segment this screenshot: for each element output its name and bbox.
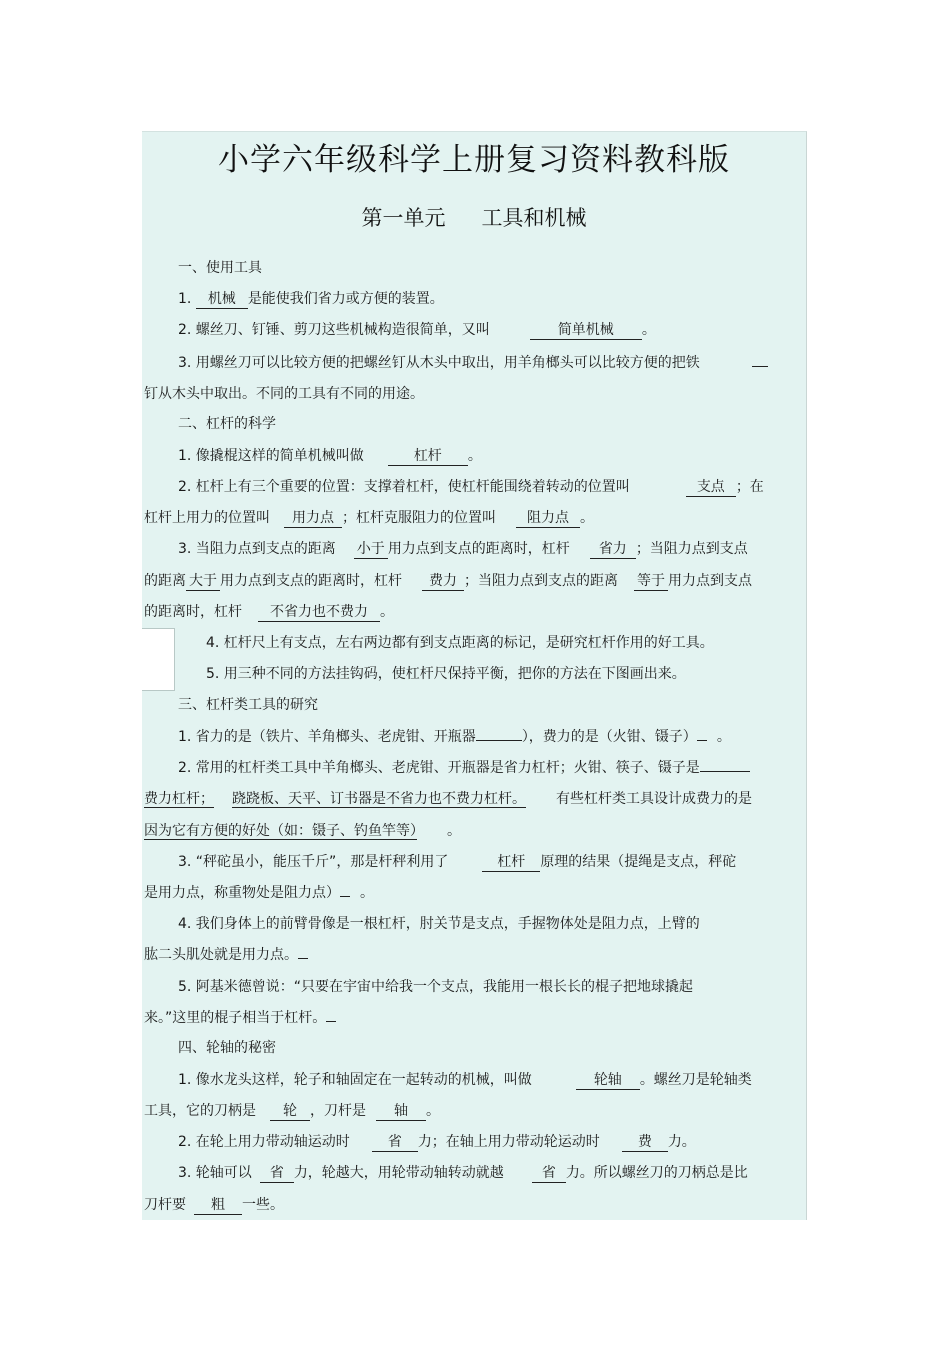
answer-blank: 省 xyxy=(532,1164,566,1183)
question-line: 3. 当阻力点到支点的距离 小于 用力点到支点的距离时，杠杆 省力 ；当阻力点到支点 xyxy=(178,541,748,557)
answer-blank: 杠杆 xyxy=(482,853,540,872)
question-line: 1. 像水龙头这样，轮子和轴固定在一起转动的机械，叫做 轮轴 。螺丝刀是轮轴类 xyxy=(178,1072,752,1088)
question-line: 2. 常用的杠杆类工具中羊角榔头、老虎钳、开瓶器是省力杠杆；火钳、筷子、镊子是 xyxy=(144,758,838,778)
answer-blank: 费 xyxy=(622,1133,668,1152)
answer-blank: 机械 xyxy=(196,290,248,309)
question-line: 3. 用螺丝刀可以比较方便的把螺丝钉从木头中取出，用羊角榔头可以比较方便的把铁 xyxy=(144,353,838,373)
answer-blank xyxy=(298,958,308,959)
answer-blank: 支点 xyxy=(686,478,736,497)
answer-blank: 杠杆 xyxy=(388,447,468,466)
answer-blank: 省 xyxy=(260,1164,294,1183)
answer-blank: 费力 xyxy=(422,572,464,591)
question-line: 的距离 大于 用力点到支点的距离时，杠杆 费力 ；当阻力点到支点的距离 等于 用力点到支点 xyxy=(144,573,752,589)
section-heading-wheel-axle: 四、轮轴的秘密 xyxy=(178,1040,276,1056)
question-line: 4. 杠杆尺上有支点，左右两边都有到支点距离的标记，是研究杠杆作用的好工具。 xyxy=(206,635,714,651)
question-line: 费力杠杆； 跷跷板、天平、订书器是不省力也不费力杠杆。 有些杠杆类工具设计成费力的是 xyxy=(144,791,752,807)
answer-blank xyxy=(326,1021,336,1022)
answer-blank: 小于 xyxy=(354,540,388,559)
question-line: 2. 在轮上用力带动轴运动时 省 力；在轴上用力带动轮运动时 费 力。 xyxy=(178,1134,696,1150)
answer-blank xyxy=(700,771,750,772)
question-line: 5. 阿基米德曾说：“只要在宇宙中给我一个支点，我能用一根长长的棍子把地球撬起 xyxy=(178,979,694,995)
answer-blank xyxy=(752,366,768,367)
answer-blank: 粗 xyxy=(194,1196,242,1215)
question-line: 钉从木头中取出。不同的工具有不同的用途。 xyxy=(144,386,424,402)
answer-blank: 等于 xyxy=(634,572,668,591)
answer-blank: 轴 xyxy=(376,1102,426,1121)
answer-blank xyxy=(476,740,522,741)
question-line: 1. 像撬棍这样的简单机械叫做 杠杆 。 xyxy=(178,448,482,464)
question-line: 刀杆要 粗 一些。 xyxy=(144,1197,284,1213)
question-line: 4. 我们身体上的前臂骨像是一根杠杆，肘关节是支点，手握物体处是阻力点，上臂的 xyxy=(178,916,700,932)
answer-blank xyxy=(697,740,707,741)
section-heading-lever: 二、杠杆的科学 xyxy=(178,416,276,432)
answer-blank: 简单机械 xyxy=(530,321,642,340)
page-title: 小学六年级科学上册复习资料教科版 xyxy=(218,142,730,178)
answer-blank: 阻力点 xyxy=(516,509,580,528)
answer-blank: 大于 xyxy=(186,572,220,591)
answer-blank: 用力点 xyxy=(284,509,342,528)
question-line: 工具，它的刀柄是 轮 ，刀杆是 轴 。 xyxy=(144,1103,440,1119)
question-line: 2. 螺丝刀、钉锤、剪刀这些机械构造很简单，又叫 简单机械 。 xyxy=(178,322,656,338)
answer-blank: 省力 xyxy=(590,540,636,559)
section-heading-lever-tools: 三、杠杆类工具的研究 xyxy=(178,697,318,713)
answer-blank xyxy=(340,896,350,897)
unit-heading: 第一单元 工具和机械 xyxy=(361,206,587,230)
question-line: 2. 杠杆上有三个重要的位置：支撑着杠杆，使杠杆能围绕着转动的位置叫 支点 ；在 xyxy=(178,479,764,495)
question-line: 因为它有方便的好处（如：镊子、钓鱼竿等） 。 xyxy=(144,823,461,839)
question-line: 1. 省力的是（铁片、羊角榔头、老虎钳、开瓶器 ），费力的是（火钳、镊子） 。 xyxy=(178,729,731,745)
answer-blank: 省 xyxy=(372,1133,418,1152)
question-line: 杠杆上用力的位置叫 用力点 ；杠杆克服阻力的位置叫 阻力点 。 xyxy=(144,510,594,526)
question-line: 3. 轮轴可以 省 力，轮越大，用轮带动轴转动就越 省 力。所以螺丝刀的刀柄总是比 xyxy=(178,1165,748,1181)
question-line: 1. 机械 是能使我们省力或方便的装置。 xyxy=(178,291,444,307)
answer-blank: 不省力也不费力 xyxy=(258,603,380,622)
question-line: 来。”这里的棍子相当于杠杆。 xyxy=(144,1008,804,1028)
question-line: 5. 用三种不同的方法挂钩码，使杠杆尺保持平衡，把你的方法在下图画出来。 xyxy=(206,666,686,682)
question-line: 肱二头肌处就是用力点。 xyxy=(144,945,804,965)
section-heading-tools: 一、使用工具 xyxy=(178,260,262,276)
question-line: 的距离时，杠杆 不省力也不费力 。 xyxy=(144,604,394,620)
answer-blank: 轮轴 xyxy=(576,1071,640,1090)
question-line: 是用力点，称重物处是阻力点） 。 xyxy=(144,885,374,901)
answer-blank: 轮 xyxy=(270,1102,310,1121)
question-line: 3. “秤砣虽小，能压千斤”，那是杆秤利用了 杠杆 原理的结果（提绳是支点，秤砣 xyxy=(178,854,737,870)
